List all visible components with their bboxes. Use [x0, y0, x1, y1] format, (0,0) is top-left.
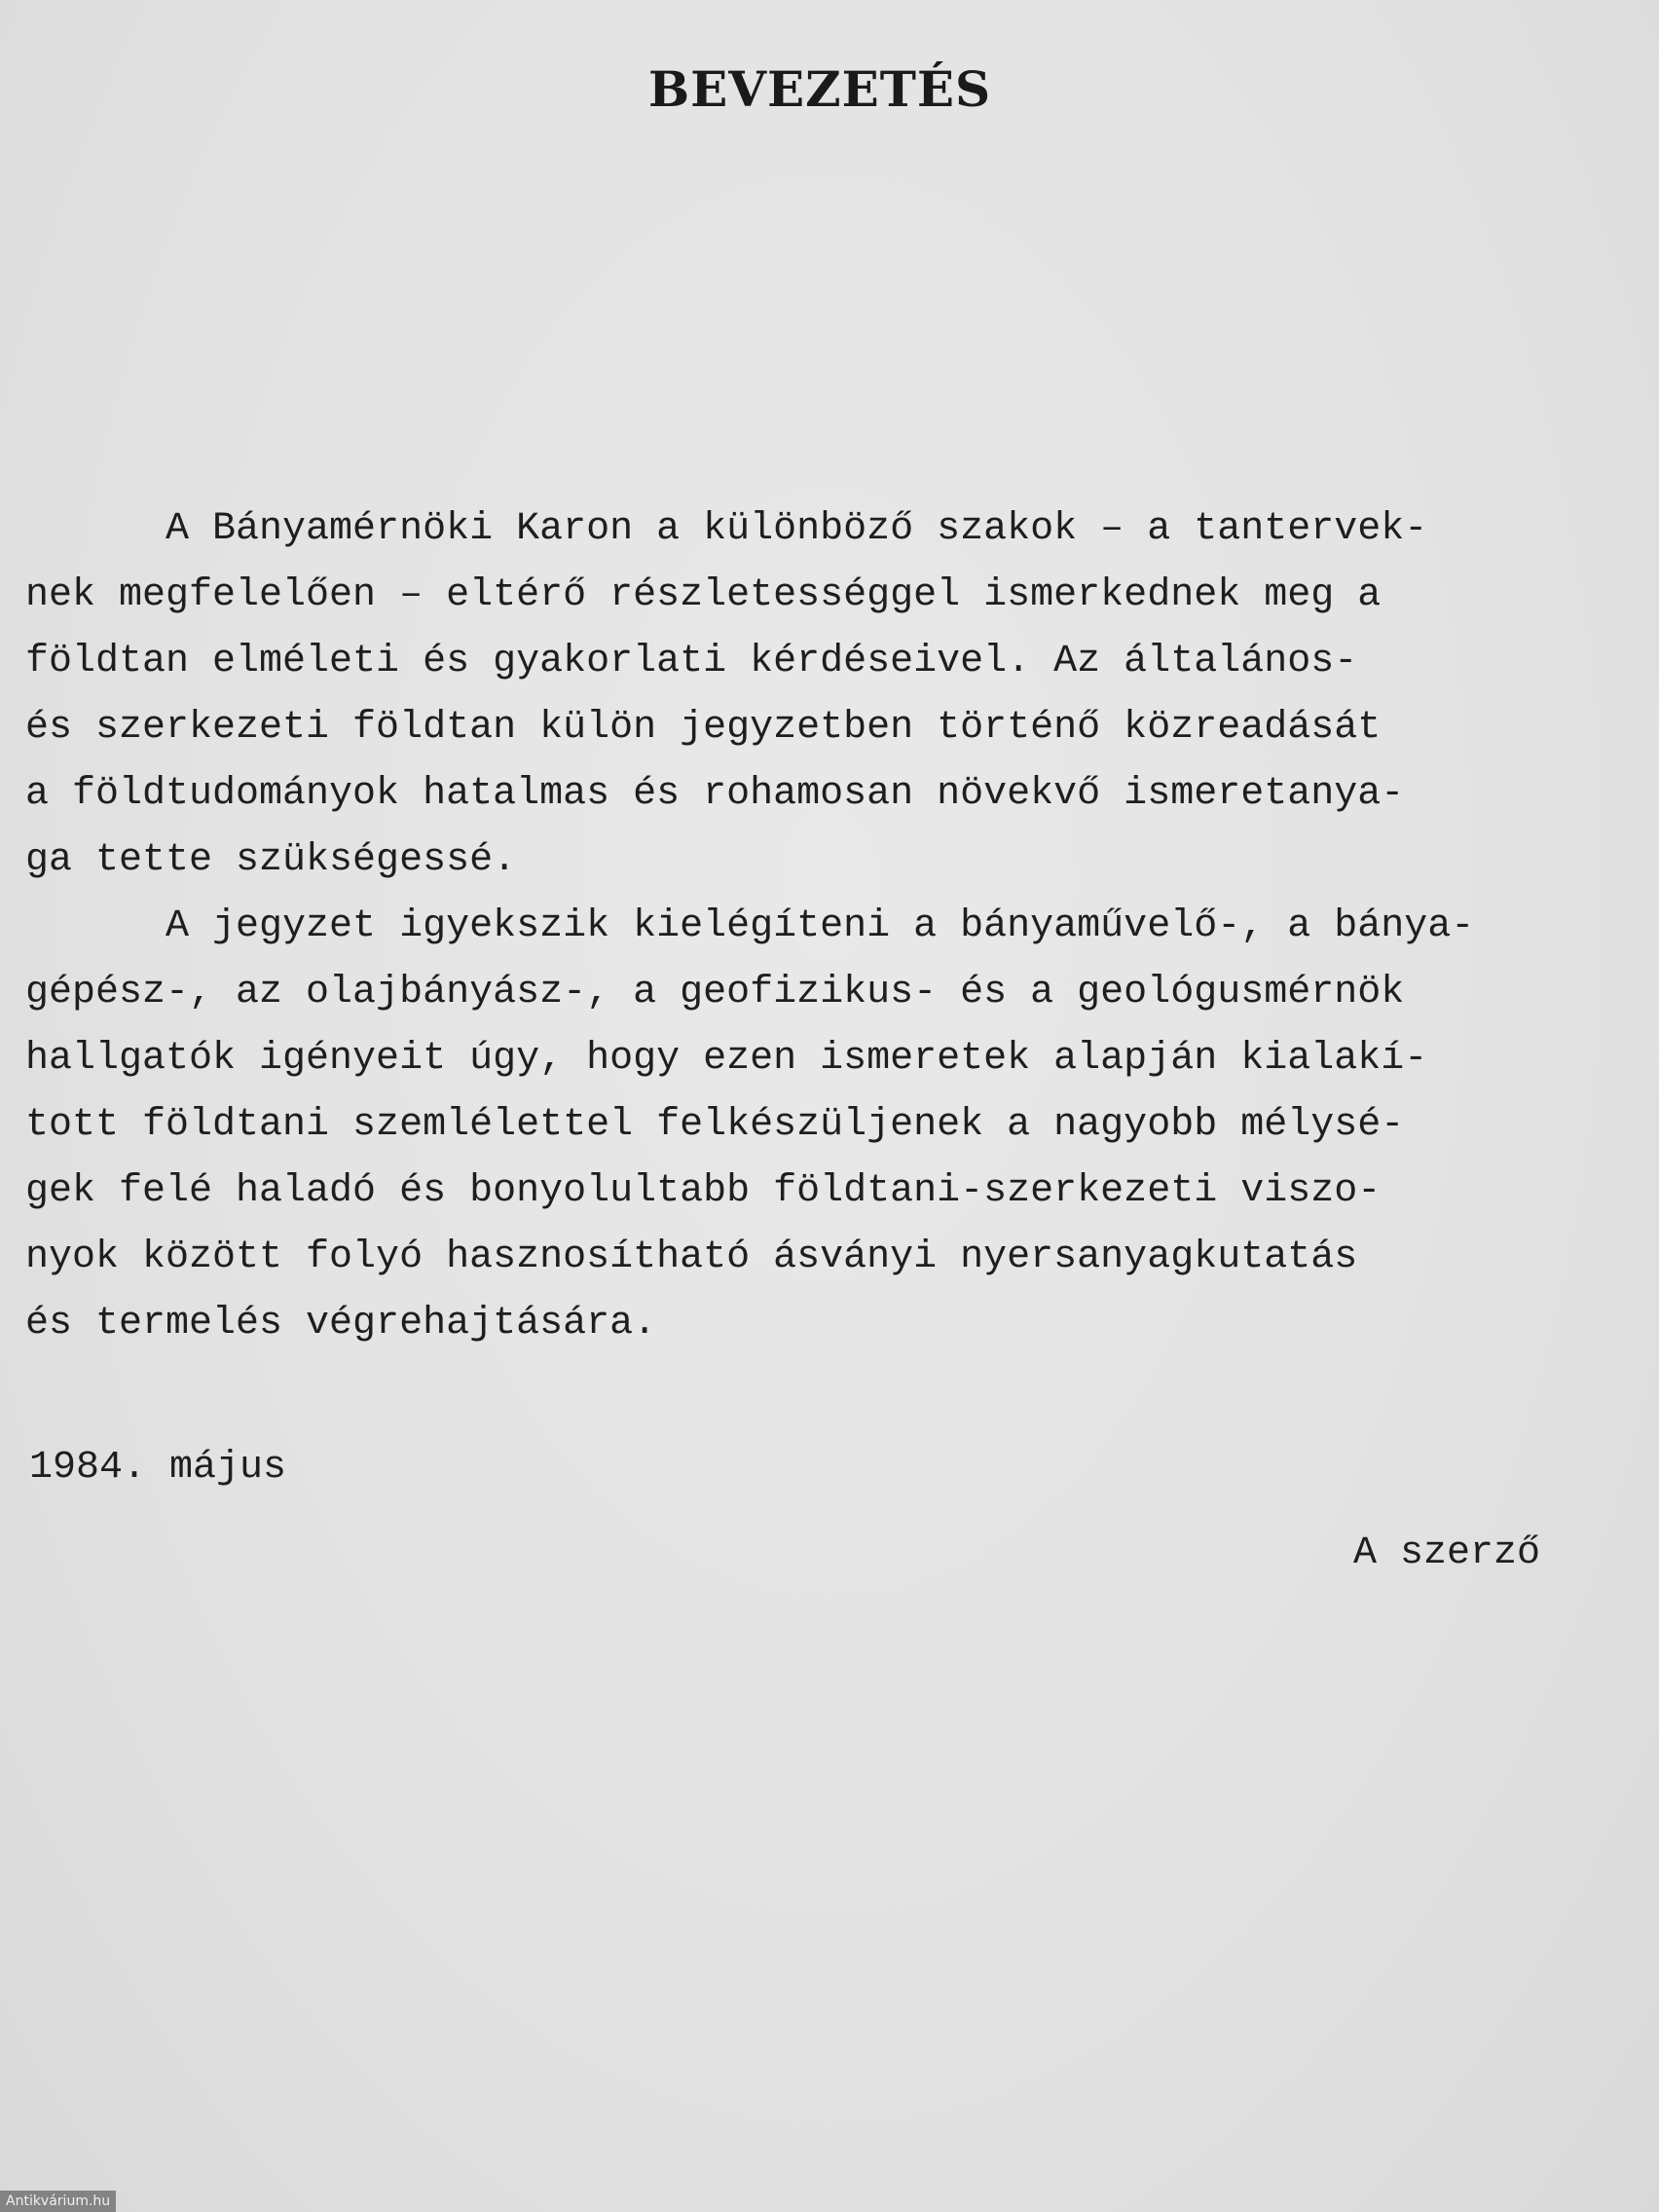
text-line: nyok között folyó hasznosítható ásványi nyersanyagkutatás — [25, 1235, 1358, 1279]
text-line: hallgatók igényeit úgy, hogy ezen ismeretek alapján kialakí- — [25, 1037, 1428, 1081]
text-line: ga tette szükségessé. — [25, 838, 517, 882]
text-line: nek megfelelően – eltérő részletességgel ismerkednek meg a — [25, 573, 1382, 617]
text-line: a földtudományok hatalmas és rohamosan növekvő ismeretanya- — [25, 772, 1405, 816]
watermark-label: Antikvárium.hu — [0, 2191, 116, 2212]
text-line: gek felé haladó és bonyolultabb földtani-szerkezeti viszo- — [25, 1169, 1382, 1213]
text-line: és termelés végrehajtására. — [25, 1302, 657, 1346]
text-line: tott földtani szemlélettel felkészüljenek a nagyobb mélysé- — [25, 1103, 1405, 1147]
date-line: 1984. május — [29, 1446, 287, 1490]
text-line: gépész-, az olajbányász-, a geofizikus- és a geológusmérnök — [25, 971, 1405, 1014]
page-title: BEVEZETÉS — [647, 60, 992, 118]
introduction-text — [25, 497, 1659, 1357]
text-line: és szerkezeti földtan külön jegyzetben történő közreadását — [25, 706, 1382, 750]
text-line: A jegyzet igyekszik kielégíteni a bányaművelő-, a bánya- — [25, 904, 1475, 948]
text-line: A Bányamérnöki Karon a különböző szakok – a tantervek- — [25, 507, 1428, 551]
author-signature: A szerző — [1353, 1531, 1541, 1575]
text-line: földtan elméleti és gyakorlati kérdéseivel. Az általános- — [25, 640, 1358, 683]
